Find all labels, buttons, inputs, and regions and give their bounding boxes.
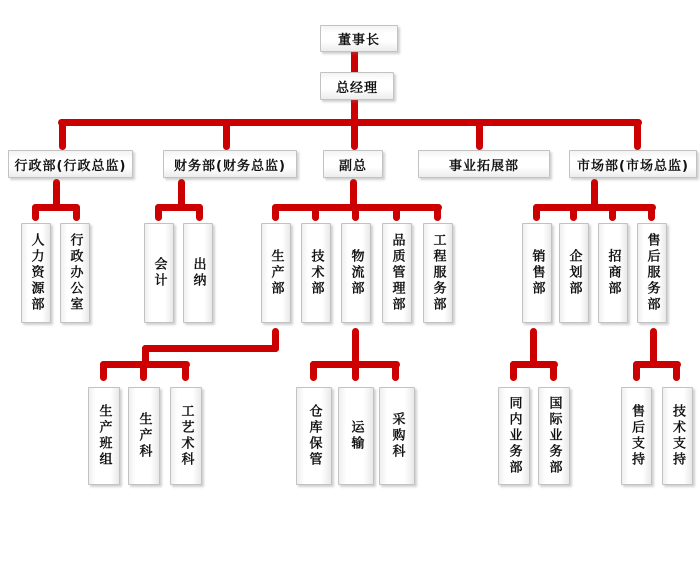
connector-market-bar (533, 204, 656, 211)
connector-production-elbow (142, 345, 279, 352)
node-transport: 运输 (338, 387, 374, 485)
node-craft-section: 工艺术科 (170, 387, 202, 485)
connector-drop-cashier (196, 204, 203, 221)
connector-main-bar (58, 119, 642, 126)
connector-drop-transport (352, 361, 359, 381)
connector-drop-warehouse (310, 361, 317, 381)
node-engineering-service-dept: 工程服务部 (423, 223, 453, 323)
node-tech-support: 技术支持 (662, 387, 693, 485)
connector-drop-craft-section (182, 361, 189, 381)
connector-drop-bizdev (476, 119, 483, 150)
connector-drop-prod-section (140, 361, 147, 381)
node-vice-president: 副总 (323, 150, 383, 178)
node-admin-office: 行政办公室 (60, 223, 90, 323)
connector-drop-tech-support (673, 361, 680, 381)
connector-drop-accounting (155, 204, 162, 221)
node-merchants-dept: 招商部 (598, 223, 628, 323)
connector-drop-aftersales (648, 204, 655, 221)
connector-drop-merchants (609, 204, 616, 221)
node-logistics-dept: 物流部 (341, 223, 371, 323)
node-aftersales-support: 售后支持 (621, 387, 652, 485)
connector-drop-technology (312, 204, 319, 221)
node-production-section: 生产科 (128, 387, 160, 485)
connector-drop-quality (393, 204, 400, 221)
connector-drop-domestic-biz (510, 361, 517, 381)
connector-drop-market (634, 119, 641, 150)
node-quality-management-dept: 品质管理部 (382, 223, 412, 323)
node-admin-dept: 行政部(行政总监) (8, 150, 133, 178)
node-general-manager: 总经理 (320, 72, 394, 100)
connector-drop-engineering (434, 204, 441, 221)
node-finance-dept: 财务部(财务总监) (163, 150, 297, 178)
connector-drop-sales (533, 204, 540, 221)
connector-drop-prod-team (100, 361, 107, 381)
node-international-business-dept: 国际业务部 (538, 387, 570, 485)
connector-drop-logistics (352, 204, 359, 221)
node-domestic-business-dept: 同内业务部 (498, 387, 530, 485)
node-business-development-dept: 事业拓展部 (418, 150, 550, 178)
node-production-dept: 生产部 (261, 223, 291, 323)
connector-drop-production (272, 204, 279, 221)
connector-drop-intl-biz (550, 361, 557, 381)
node-cashier: 出纳 (183, 223, 213, 323)
connector-drop-admin (59, 119, 66, 150)
node-purchasing-section: 采购科 (379, 387, 415, 485)
node-technology-dept: 技术部 (301, 223, 331, 323)
node-warehouse-keeping: 仓库保管 (296, 387, 332, 485)
connector-drop-finance (223, 119, 230, 150)
node-accounting: 会计 (144, 223, 174, 323)
connector-drop-aftersales-support (633, 361, 640, 381)
connector-drop-planning (570, 204, 577, 221)
node-planning-dept: 企划部 (559, 223, 589, 323)
node-sales-dept: 销售部 (522, 223, 552, 323)
node-chairman: 董事长 (320, 25, 398, 52)
node-hr-dept: 人力资源部 (21, 223, 51, 323)
node-aftersales-service-dept: 售后服务部 (637, 223, 667, 323)
connector-drop-hr (32, 204, 39, 221)
connector-drop-purchasing (392, 361, 399, 381)
node-market-dept: 市场部(市场总监) (569, 150, 697, 178)
connector-drop-vp (351, 119, 358, 150)
node-production-team: 生产班组 (88, 387, 120, 485)
connector-drop-admin-office (73, 204, 80, 221)
